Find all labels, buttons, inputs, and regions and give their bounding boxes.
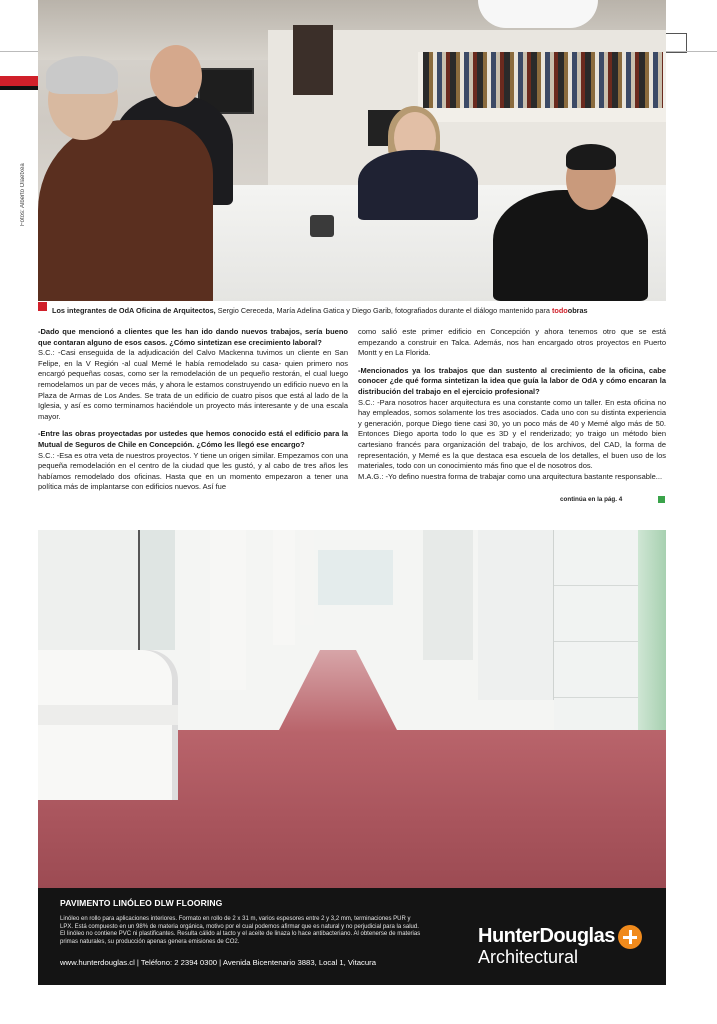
hall-column-1: [210, 530, 246, 690]
hall-lockers-far: [423, 530, 473, 660]
crop-mark-right-box: [666, 33, 687, 53]
hunterdouglas-logo-icon-bar-v: [629, 930, 632, 944]
interview-answer: M.A.G.: -Yo defino nuestra forma de trabajar como una arquitectura bastante responsable...: [358, 471, 663, 481]
hall-column-2: [273, 530, 295, 645]
paragraph-gap: [38, 422, 348, 429]
hall-floor-far: [278, 650, 398, 732]
continued-note: continúa en la pág. 4: [560, 496, 623, 503]
continued-marker: [658, 496, 665, 503]
hall-bench: [38, 650, 178, 800]
crop-mark-right: [666, 51, 717, 52]
person-3-body: [358, 150, 478, 220]
interview-question: -Mencionados ya los trabajos que dan sustento al crecimiento de la oficina, cabe conocer ¿de qué forma sintetizan la idea que guía la labor de OdA y cómo encaran la distribución del trabajo en el ejercicio profesional?: [358, 365, 666, 396]
article-column-1: [38, 327, 348, 493]
hall-bench-seat: [38, 705, 178, 725]
ad-title: PAVIMENTO LINÓLEO DLW FLOORING: [60, 898, 223, 908]
interview-answer: S.C.: -Esa es otra veta de nuestros proyectos. Y tiene un origen similar. Empezamos con una pequeña remodelación en el centro de la ciudad que les gustó, y al cabo de tres años les habíamos remodelado dos oficinas. Hasta que en un momento empezaron a tener una política más de implantarse con edificios nuevos. Así fue: [38, 450, 348, 492]
interview-answer: como salió este primer edificio en Concepción y ahora tenemos otro que se está empezando a construir en Talca. Además, nos han encargado otros proyectos en Puerto Montt y en La Florida.: [358, 327, 666, 358]
caption-bold: Los integrantes de OdA Oficina de Arquitectos,: [52, 306, 216, 315]
ad-brand-subtitle: Architectural: [478, 947, 579, 967]
crop-mark-left: [0, 51, 38, 52]
interview-answer: S.C.: -Para nosotros hacer arquitectura es una constante como un taller. En esta oficina no hay empleados, somos solamente los tres asociados. Cada uno con su distinta experiencia y generación, porque Diego tiene casi 30, yo un poco más de 40 y Memé algo más de 50. Entonces Diego aporta todo lo que es 3D y el renderizado; yo traigo un método bien cartesiano francés para organización del trabajo, de los archivos, del CAD, la forma de representación, y Memé es la que destaca esa escuela de los detalles, el buen uso de los materiales, todo con un conocimiento más fino que el de nosotros dos.: [358, 397, 666, 471]
photo-caption: [52, 306, 666, 316]
section-marker-black: [0, 86, 38, 90]
hall-door: [138, 530, 175, 650]
interview-question: -Dado que mencionó a clientes que les han ido dando nuevos trabajos, sería bueno que contaran alguno de esos casos. ¿Cómo sintetizan ese crecimiento laboral?: [38, 327, 348, 347]
person-1-hair: [46, 56, 118, 94]
ad-description: Linóleo en rollo para aplicaciones interiores. Formato en rollo de 2 x 31 m, varios espesores entre 2 y 3,2 mm, terminaciones PUR y LPX. Está compuesto en un 98% de materia orgánica, motivo por el cual podemos afirmar que es natural y no perjudicial para la salud. El linóleo no contiene PVC ni plastificantes. Resulta cálido al tacto y el aceite de linaza lo hace antibacteriano. Al obtenerse de materias primas naturales, su producción apenas genera emisiones de CO2.: [60, 916, 421, 945]
hall-column-3: [300, 530, 314, 625]
photo-credit: Fotos: Alberto Olaetxea: [20, 163, 26, 226]
hall-lockers-mid: [478, 530, 554, 700]
person-4-hair: [566, 144, 616, 170]
caption-brand-obras: obras: [567, 306, 588, 315]
interview-question: -Entre las obras proyectadas por ustedes que hemos conocido está el edificio para la Mutual de Seguros de Chile en Concepción. ¿Cómo les llegó ese encargo?: [38, 429, 348, 449]
photo-lamp: [478, 0, 598, 28]
product-photo: [38, 530, 666, 888]
ad-brand-name: HunterDouglas: [478, 925, 615, 947]
article-column-2: [358, 327, 666, 482]
photo-books: [423, 52, 663, 108]
interview-answer: S.C.: -Casi enseguida de la adjudicación del Calvo Mackenna tuvimos un cliente en San Felipe, en la V Región -al cual Memé le había remodelado su casa- quien primero nos encargó pequeñas cosas, como ser la remodelación de un pequeño restorán, el cual luego remodelamos un par de veces más, y ahora le estamos construyendo un edificio nuevo en la Plaza de Armas de Los Andes. Se trata de un edificio de cuatro pisos que está al lado de la Iglesia, y así es como terminamos haciéndole un proyecto más interesante y de una escala mayor.: [38, 348, 348, 421]
person-2-head: [150, 45, 202, 107]
caption-text: Sergio Cereceda, María Adelina Gatica y Diego Garib, fotografiados durante el diálogo mantenido para: [215, 306, 552, 315]
hall-window: [318, 550, 393, 605]
photo-recorder: [310, 215, 334, 237]
caption-marker: [38, 302, 47, 311]
interview-photo: [38, 0, 666, 301]
caption-brand-todo: todo: [551, 306, 568, 315]
paragraph-gap: [358, 359, 666, 366]
ad-contact: www.hunterdouglas.cl | Teléfono: 2 2394 0300 | Avenida Bicentenario 3883, Local 1, Vitacura: [60, 958, 376, 967]
section-marker-red: [0, 76, 38, 86]
person-4-body: [493, 190, 648, 301]
photo-door: [293, 25, 333, 95]
person-1-body: [38, 120, 213, 301]
